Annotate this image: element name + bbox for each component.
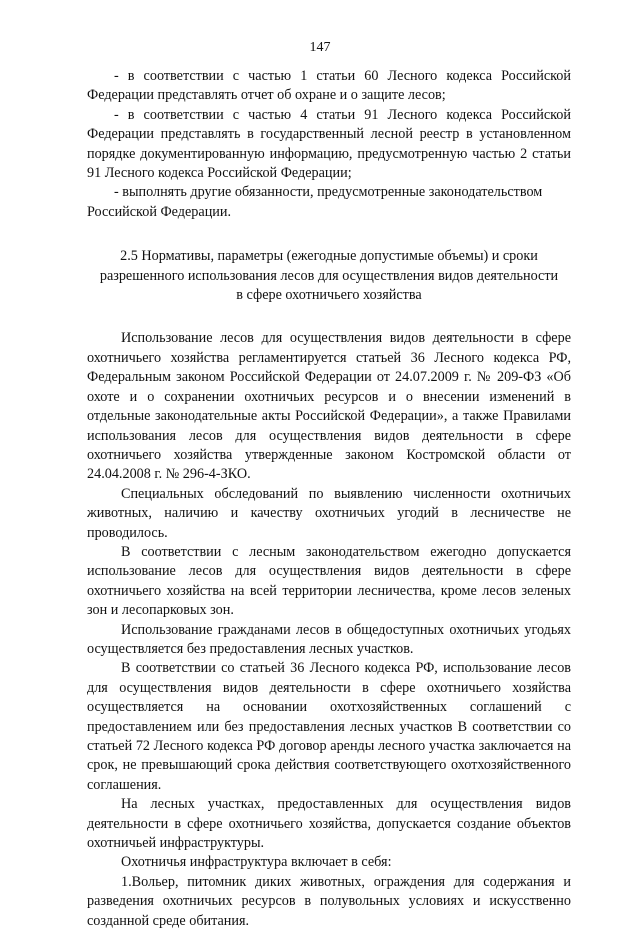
paragraph: В соответствии со статьей 36 Лесного кодекса РФ, использование лесов для осуществления видов деятельности в сфере охотничьего хозяйства осуществляется на основании охотхозяйственных соглашений с предоставлением или без предоставления лесных участков В соответствии со статьей 72 Лесного кодекса РФ договор аренды лесного участка заключается на срок, не превышающий срока действия соответствующего охотхозяйственного соглашения. <box>87 660 571 793</box>
list-item: - в соответствии с частью 4 статьи 91 Лесного кодекса Российской Федерации представлять в государственный лесной реестр в установленном порядке документированную информацию, предусмотренную частью 2 статьи 91 Лесного кодекса Российской Федерации; <box>87 106 571 182</box>
section-heading-line: разрешенного использования лесов для осуществления видов деятельности <box>99 267 559 284</box>
paragraph: Использование гражданами лесов в общедоступных охотничьих угодьях осуществляется без предоставления лесных участков. <box>87 621 571 657</box>
paragraph: Охотничья инфраструктура включает в себя: <box>121 854 392 871</box>
paragraph: Использование лесов для осуществления видов деятельности в сфере охотничьего хозяйства регламентируется статьей 36 Лесного кодекса РФ, Федеральным законом Российской Федерации от 24.07.2009 г. № 209-ФЗ «Об охоте и о сохранении охотничьих ресурсов и о внесении изменений в отдельные законодательные акты Российской Федерации», а также Правилами использования лесов для осуществления видов деятельности в сфере охотничьего хозяйства утвержденные законом Костромской области от 24.04.2008 г. № 296-4-ЗКО. <box>87 330 571 483</box>
document-body <box>87 67 571 931</box>
page-number: 147 <box>309 40 331 55</box>
section-heading <box>87 247 571 305</box>
list-item: - выполнять другие обязанности, предусмотренные законодательством Российской Федерации. <box>87 184 543 220</box>
paragraph: 1.Вольер, питомник диких животных, ограждения для содержания и разведения охотничьих ресурсов в полувольных условиях и искусственно созданной среде обитания. <box>87 873 571 929</box>
paragraph: Специальных обследований по выявлению численности охотничьих животных, наличию и качеству охотничьих угодий в лесничестве не проводилось. <box>87 485 571 541</box>
list-item: - в соответствии с частью 1 статьи 60 Лесного кодекса Российской Федерации представлять отчет об охране и о защите лесов; <box>87 68 571 104</box>
section-heading-line: 2.5 Нормативы, параметры (ежегодные допустимые объемы) и сроки <box>120 248 538 265</box>
section-heading-line: в сфере охотничьего хозяйства <box>236 287 422 304</box>
paragraph: В соответствии с лесным законодательством ежегодно допускается использование лесов для осуществления видов деятельности в сфере охотничьего хозяйства на всей территории лесничества, кроме лесов зеленых зон и лесопарковых зон. <box>87 543 571 619</box>
paragraph: На лесных участках, предоставленных для осуществления видов деятельности в сфере охотничьего хозяйства, допускается создание объектов охотничьей инфраструктуры. <box>87 796 571 852</box>
